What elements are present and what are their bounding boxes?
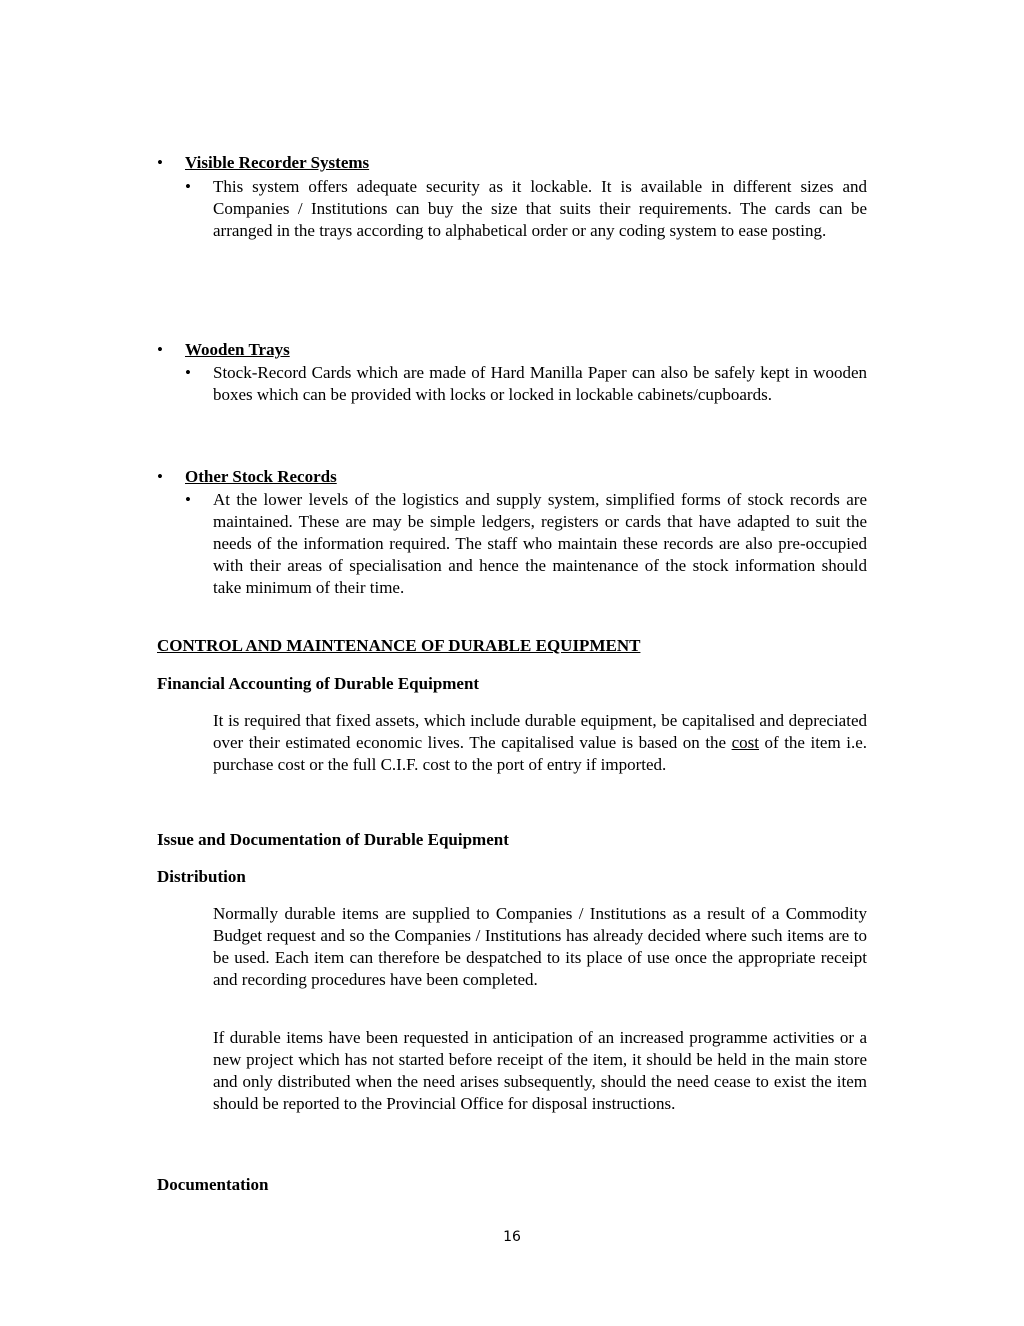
section-title-wooden-trays: Wooden Trays	[185, 340, 290, 359]
visible-recorder-text: This system offers adequate security as it lockable. It is available in different sizes and Companies / Institutions can buy the size that suits their requirements. The cards can be arranged in the trays according to alphabetical order or any coding system to ease posting.	[213, 177, 867, 240]
bullet-marker: •	[157, 153, 163, 172]
control-maintenance-heading: CONTROL AND MAINTENANCE OF DURABLE EQUIPMENT	[157, 636, 641, 655]
distribution-paragraph-2: If durable items have been requested in anticipation of an increased programme activities or a new project which has not started before receipt of the item, it should be held in the main store and only distributed when the need arises subsequently, should the need cease to exist the item should be reported to the Provincial Office for disposal instructions.	[213, 1028, 867, 1113]
bullet-marker: •	[157, 340, 163, 359]
page-number: 16	[503, 1229, 521, 1245]
documentation-heading: Documentation	[157, 1175, 269, 1194]
financial-accounting-heading: Financial Accounting of Durable Equipment	[157, 674, 480, 693]
bullet-marker: •	[157, 467, 163, 486]
financial-text-part: of the item i.e. purchase cost or the full C.I.F. cost to the port of entry if imported.	[213, 733, 867, 774]
financial-accounting-text	[213, 710, 867, 776]
bullet-marker: •	[185, 177, 191, 196]
bullet-marker: •	[185, 490, 191, 509]
distribution-paragraph-1: Normally durable items are supplied to Companies / Institutions as a result of a Commodity Budget request and so the Companies / Institutions has already decided where such items are to be used. Each item can therefore be despatched to its place of use once the appropriate receipt and recording procedures have been completed.	[213, 904, 867, 989]
financial-text-part: It is required that fixed assets, which include durable equipment, be capitalised and depreciated over their estimated economic lives. The capitalised value is based on the	[213, 711, 867, 752]
cost-underlined: cost	[731, 733, 759, 752]
issue-documentation-heading: Issue and Documentation of Durable Equipment	[157, 830, 509, 849]
other-stock-records-text: At the lower levels of the logistics and supply system, simplified forms of stock records are maintained. These are may be simple ledgers, registers or cards that have adapted to suit the needs of the information required. The staff who maintain these records are also pre-occupied with their areas of specialisation and hence the maintenance of the stock information should take minimum of their time.	[213, 490, 867, 597]
section-title-visible-recorder: Visible Recorder Systems	[185, 153, 370, 172]
distribution-heading: Distribution	[157, 867, 246, 886]
wooden-trays-text: Stock-Record Cards which are made of Hard Manilla Paper can also be safely kept in wooden boxes which can be provided with locks or locked in lockable cabinets/cupboards.	[213, 363, 867, 404]
section-title-other-stock-records: Other Stock Records	[185, 467, 337, 486]
bullet-marker: •	[185, 363, 191, 382]
